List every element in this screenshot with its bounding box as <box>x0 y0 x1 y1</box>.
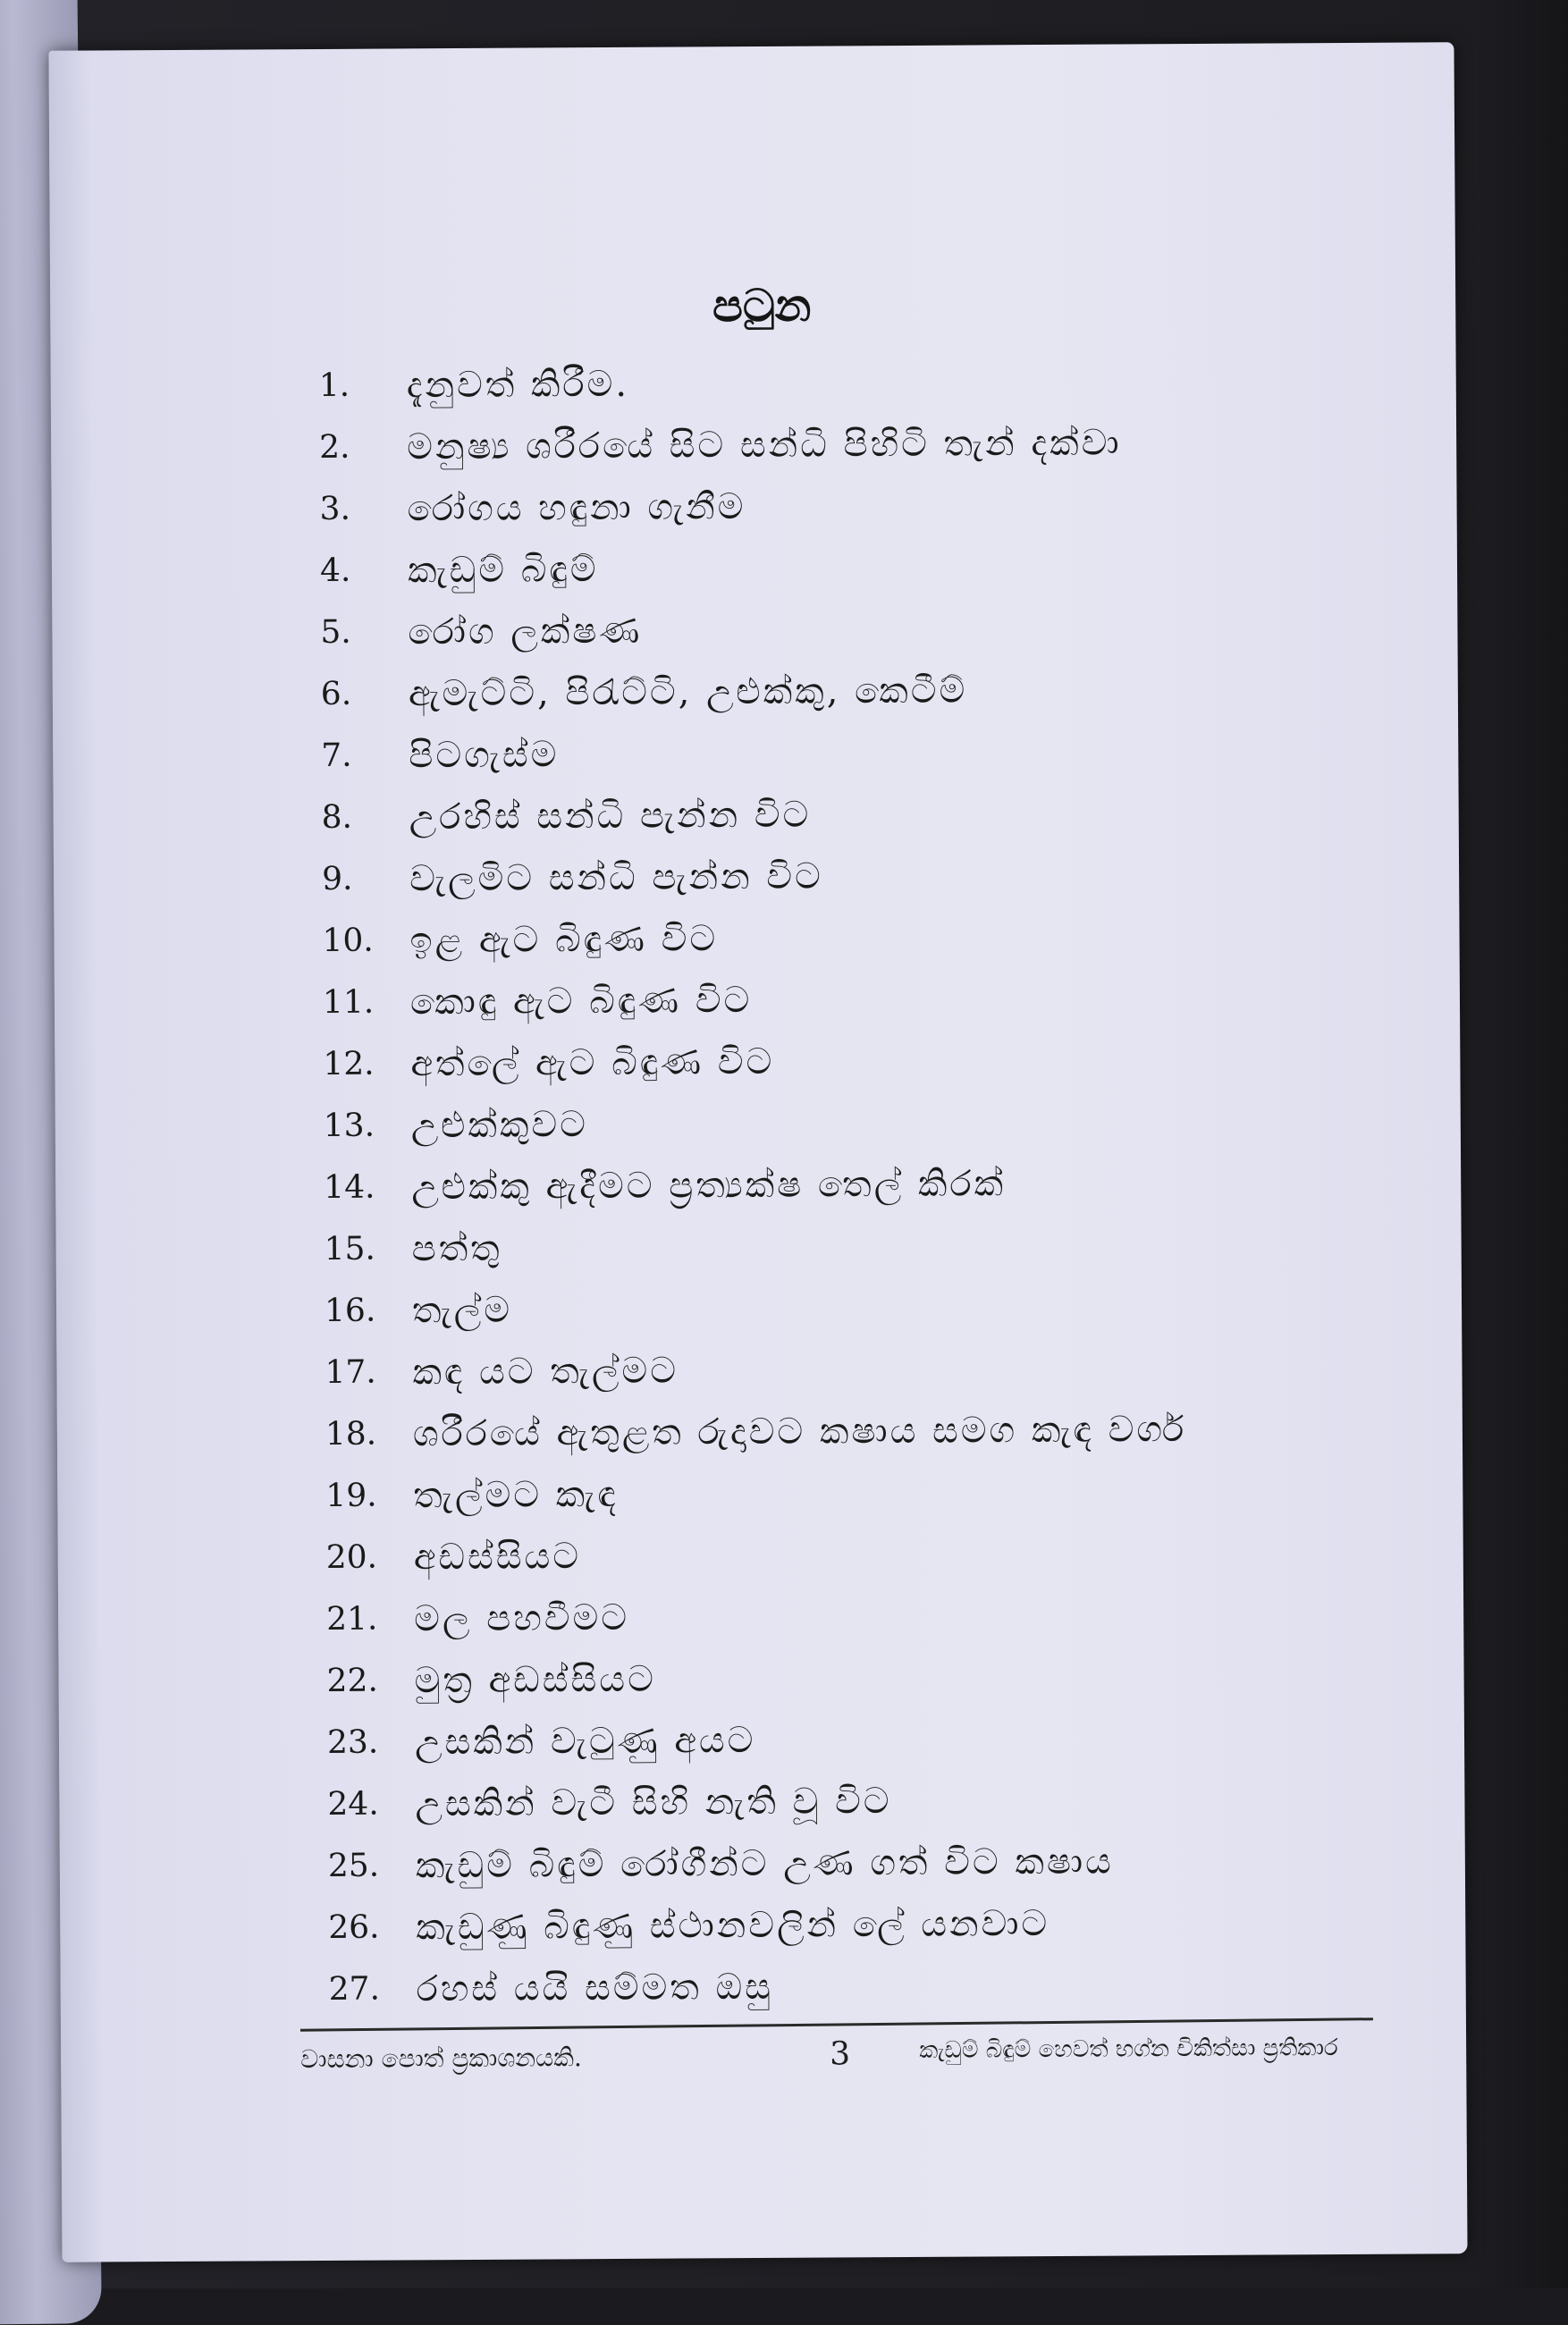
toc-item-text: උසකින් වැටුණු අයට <box>414 1719 756 1763</box>
toc-item-text: රහස් යයි සම්මත ඔසු <box>416 1966 774 2009</box>
toc-item-number: 12. <box>323 1045 375 1082</box>
toc-item <box>326 1521 1328 1588</box>
toc-item-text: කැඩුම් බිඳුම් <box>407 548 599 591</box>
toc-item-number: 7. <box>321 737 352 774</box>
toc-item-text: ශරීරයේ ඇතුළත රුදාවට කෂාය සමග කැඳ වර්ග <box>412 1408 1187 1454</box>
toc-item <box>321 657 1322 725</box>
toc-item-number: 14. <box>324 1168 375 1206</box>
toc-item-text: පත්තු <box>411 1227 502 1269</box>
toc-item-text: පිටගැස්ම <box>409 733 560 776</box>
toc-item-number: 10. <box>322 922 374 959</box>
toc-item-text: අත්ලේ ඇට බිඳුණ විට <box>410 1040 775 1084</box>
toc-item-text: මල පහවීමට <box>414 1596 630 1639</box>
toc-item-text: කඳ යට තැල්මට <box>412 1350 679 1393</box>
toc-item <box>324 1089 1325 1157</box>
toc-item-number: 25. <box>327 1847 380 1884</box>
toc-item <box>327 1706 1328 1773</box>
toc-item-number: 4. <box>319 552 351 589</box>
toc-item-number: 1. <box>318 366 350 404</box>
toc-item <box>324 1150 1325 1218</box>
toc-item <box>319 472 1320 540</box>
toc-item <box>328 1891 1329 1959</box>
toc-item-number: 15. <box>324 1230 376 1268</box>
toc-item-text: රෝග ලක්ෂණ <box>408 610 643 653</box>
toc-item <box>323 965 1324 1033</box>
toc-item <box>321 780 1322 848</box>
footer-publisher: වාසනා පොත් ප්‍රකාශනයකි. <box>300 2043 582 2075</box>
toc-item-number: 6. <box>320 675 352 712</box>
toc-item-text: තැල්මට කැඳ <box>413 1473 619 1516</box>
toc-item-number: 19. <box>325 1477 377 1514</box>
toc-item <box>323 1027 1324 1095</box>
toc-item-text: කැඩුණු බිඳුණු ස්ථානවලින් ලේ යනවාට <box>416 1902 1050 1948</box>
toc-item-number: 13. <box>323 1107 375 1144</box>
toc-item <box>328 1829 1329 1897</box>
footer-book-title: කැඩුම් බිඳුම් හෙවත් භග්න චිකිත්සා ප්‍රතිකාර <box>919 2034 1338 2064</box>
toc-item-text: කොඳු ඇට බිඳුණ විට <box>409 979 753 1023</box>
toc-item-text: තැල්ම <box>411 1289 513 1331</box>
toc-item-number: 3. <box>319 490 351 527</box>
toc-item-text: ඉළ ඇට බිඳුණ විට <box>409 917 719 961</box>
toc-item-number: 16. <box>324 1292 376 1329</box>
toc-item <box>326 1582 1328 1650</box>
toc-item-number: 5. <box>320 613 351 651</box>
toc-item-number: 21. <box>326 1600 378 1638</box>
toc-item-text: රෝගය හඳුනා ගැනීම <box>407 485 746 529</box>
toc-item-number: 26. <box>328 1908 380 1946</box>
toc-item <box>326 1644 1328 1712</box>
toc-item <box>320 534 1321 602</box>
toc-item <box>327 1767 1328 1835</box>
toc-item-number: 11. <box>322 983 375 1021</box>
footer-rule <box>300 2018 1373 2032</box>
page-title: පටුන <box>712 278 812 333</box>
book-page <box>48 42 1467 2262</box>
toc-item-text: උළුක්කුවට <box>410 1103 589 1146</box>
toc-item-text: දැනුවත් කිරීම. <box>406 363 630 406</box>
toc-item-number: 2. <box>319 428 350 466</box>
table-of-contents <box>319 349 1330 2020</box>
toc-item <box>319 349 1320 417</box>
toc-item-number: 22. <box>326 1662 378 1699</box>
toc-item-text: කැඩුම් බිඳුම් රෝගීන්ට උණ ගත් විට කෂාය <box>415 1841 1115 1886</box>
toc-item <box>325 1459 1327 1527</box>
toc-item-text: උරහිස් සන්ධි පැන්න විට <box>409 794 812 838</box>
toc-item <box>325 1274 1326 1342</box>
toc-item <box>325 1335 1326 1403</box>
toc-item-number: 20. <box>325 1538 378 1576</box>
toc-item-text: උළුක්කු ඇදීමට ප්‍රත්‍යක්ෂ තෙල් කිරක් <box>411 1162 1007 1208</box>
toc-item <box>329 1952 1330 2020</box>
page-number: 3 <box>830 2035 851 2073</box>
toc-item <box>324 1212 1325 1280</box>
toc-item-number: 23. <box>326 1723 379 1761</box>
toc-item <box>320 595 1321 663</box>
toc-item <box>322 842 1323 910</box>
toc-item-text: උසකින් වැටී සිහි නැති වූ විට <box>415 1780 892 1824</box>
toc-item-number: 9. <box>321 860 353 897</box>
toc-item <box>322 904 1323 972</box>
toc-item-text: මුත්‍ර අඩස්සියට <box>414 1658 657 1701</box>
toc-item <box>325 1397 1327 1465</box>
toc-item <box>321 719 1322 787</box>
toc-item-text: වැලමිට සන්ධි පැන්න විට <box>409 855 823 899</box>
toc-item-text: අඩස්සියට <box>413 1535 582 1578</box>
toc-item-number: 18. <box>325 1415 377 1453</box>
toc-item <box>319 410 1320 478</box>
toc-item-number: 8. <box>321 798 353 836</box>
toc-item-number: 17. <box>325 1353 376 1391</box>
toc-item-text: මනුෂ්‍ය ශරීරයේ සිට සන්ධි පිහිටි තැන් දක්වා <box>407 422 1122 468</box>
toc-item-number: 24. <box>327 1785 379 1823</box>
toc-item-text: ඇමැට්ටි, පිරැට්ටි, උළුක්කු, කෙටීම් <box>408 670 968 714</box>
toc-item-number: 27. <box>328 1970 381 2008</box>
